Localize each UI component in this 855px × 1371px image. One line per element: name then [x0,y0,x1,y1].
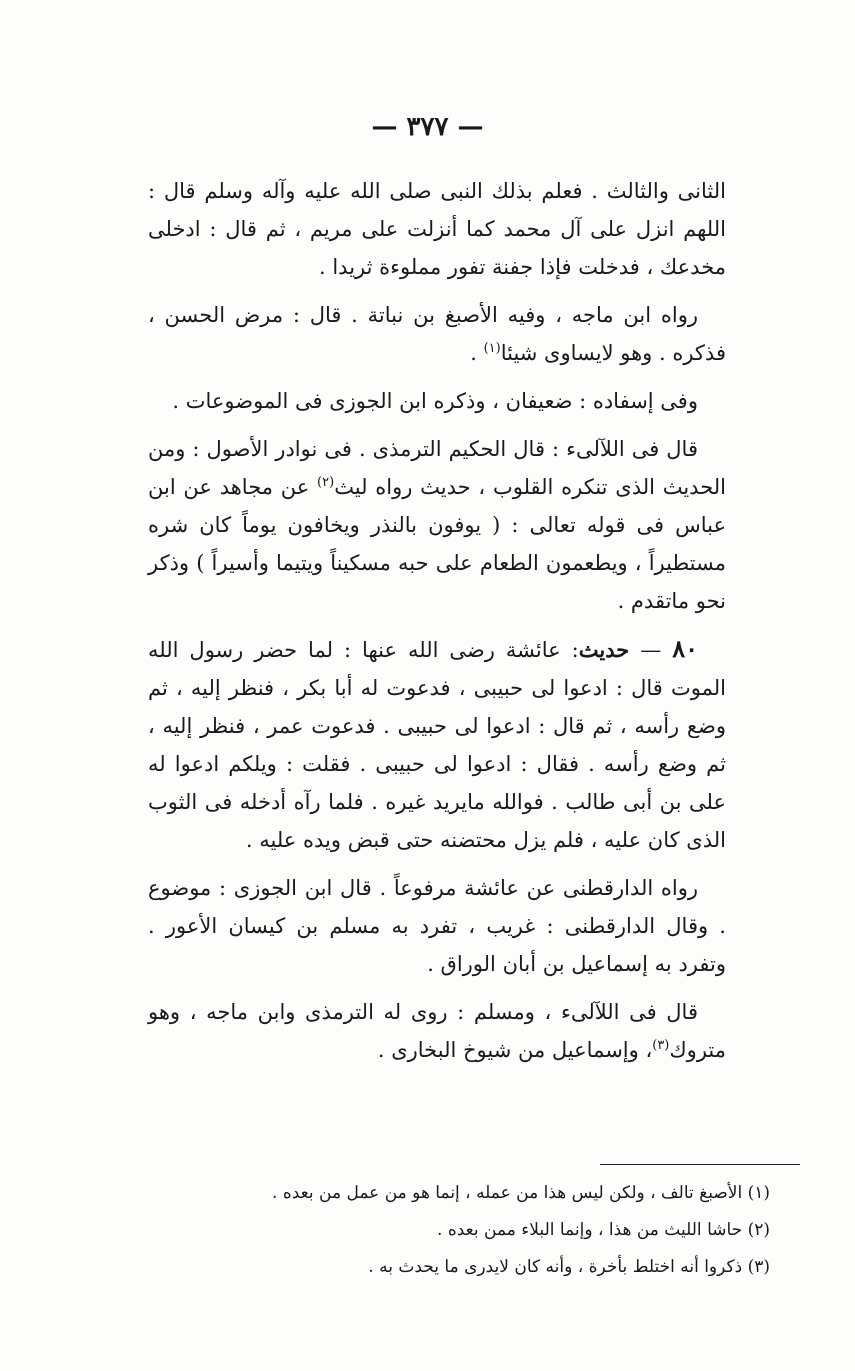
paragraph-text: : عائشة رضى الله عنها : لما حضر رسول الله الموت قال : ادعوا لى حبيبى ، فدعوت له أبا بكر ، فنظر إليه ، ثم وضع رأسه ، ثم قال : ادعوا لى حبيبى . فدعوت عمر ، فنظر إليه ، ثم وضع رأسه . فقال : ادعوا لى حبيبى . فقلت : ويلكم ادعوا له على بن أبى طالب . فوالله مايريد غيره . فلما رآه أدخله فى الثوب الذى كان عليه ، فلم يزل محتضنه حتى قبض ويده عليه . [148,638,726,852]
paragraph-text: قال فى اللآلىء : قال الحكيم الترمذى . فى نوادر الأصول : ومن الحديث الذى تنكره القلوب ، حديث رواه ليث [148,437,726,499]
paragraph: رواه ابن ماجه ، وفيه الأصبغ بن نباتة . قال : مرض الحسن ، فذكره . وهو لايساوى شيئا$^{(١)}$ . [148,303,726,365]
paragraph-text: رواه ابن ماجه ، وفيه الأصبغ بن نباتة . قال : مرض الحسن ، فذكره . وهو لايساوى شيئا [148,303,726,365]
main-text [148,172,726,1079]
paragraph-text: وفى إسفاده : ضعيفان ، وذكره ابن الجوزى فى الموضوعات . [172,389,698,413]
footnote-ref-1: (١) [483,341,501,356]
paragraph [148,172,726,286]
paragraph-text: قال فى اللآلىء ، ومسلم : روى له الترمذى وابن ماجه ، وهو متروك [148,1000,726,1062]
paragraph-text: الثانى والثالث . فعلم بذلك النبى صلى الله عليه وآله وسلم قال : اللهم انزل على آل محمد كما أنزلت على مريم ، ثم قال : ادخلى مخدعك ، فدخلت فإذا جفنة تفور مملوءة ثريدا . [148,179,726,279]
paragraph [148,993,726,1069]
paragraph [148,382,726,420]
footnote-3: (٣) ذكروا أنه اختلط بأخرة ، وأنه كان لايدرى ما يحدث به . [368,1257,770,1277]
paragraph-text: عن مجاهد عن ابن عباس فى قوله تعالى : ( يوفون بالنذر ويخافون يوماً كان شره مستطيراً ، ويطعمون الطعام على حبه مسكيناً ويتيما وأسيراً ) وذكر نحو ماتقدم . [148,475,726,613]
footnote-divider [600,1164,800,1165]
paragraph: ٨٠ — حديث: عائشة رضى الله عنها : لما حضر رسول الله الموت قال : ادعوا لى حبيبى ، فدعوت له أبا بكر ، فنظر إليه ، ثم وضع رأسه ، ثم قال : ادعوا لى حبيبى . فدعوت عمر ، فنظر إليه ، ثم وضع رأسه . فقال : ادعوا لى حبيبى . فقلت : ويلكم ادعوا له على بن أبى طالب . فوالله مايريد غيره . فلما رآه أدخله فى الثوب الذى كان عليه ، فلم يزل محتضنه حتى قبض ويده عليه . [148,634,726,852]
footnote-2: (٢) حاشا الليث من هذا ، وإنما البلاء ممن بعده . [437,1220,770,1240]
paragraph [148,430,726,620]
paragraph-text: رواه الدارقطنى عن عائشة مرفوعاً . قال ابن الجوزى : موضوع . وقال الدارقطنى : غريب ، تفرد به مسلم بن كيسان الأعور . وتفرد به إسماعيل بن أبان الوراق . [148,876,726,976]
hadith-label: حديث [578,637,630,662]
page-number: — ٣٧٧ — [371,112,484,142]
hadith-number: ٨٠ [672,634,698,663]
footnote-1: (١) الأصبغ تالف ، ولكن ليس هذا من عمله ، إنما هو من عمل من بعده . [272,1183,770,1203]
footnote-ref-3: (٣) [652,1038,670,1053]
paragraph-text: ، وإسماعيل من شيوخ البخارى . [377,1038,653,1062]
footnotes [150,1178,770,1289]
paragraph [148,869,726,983]
footnote-ref-2: (٢) [317,475,335,490]
